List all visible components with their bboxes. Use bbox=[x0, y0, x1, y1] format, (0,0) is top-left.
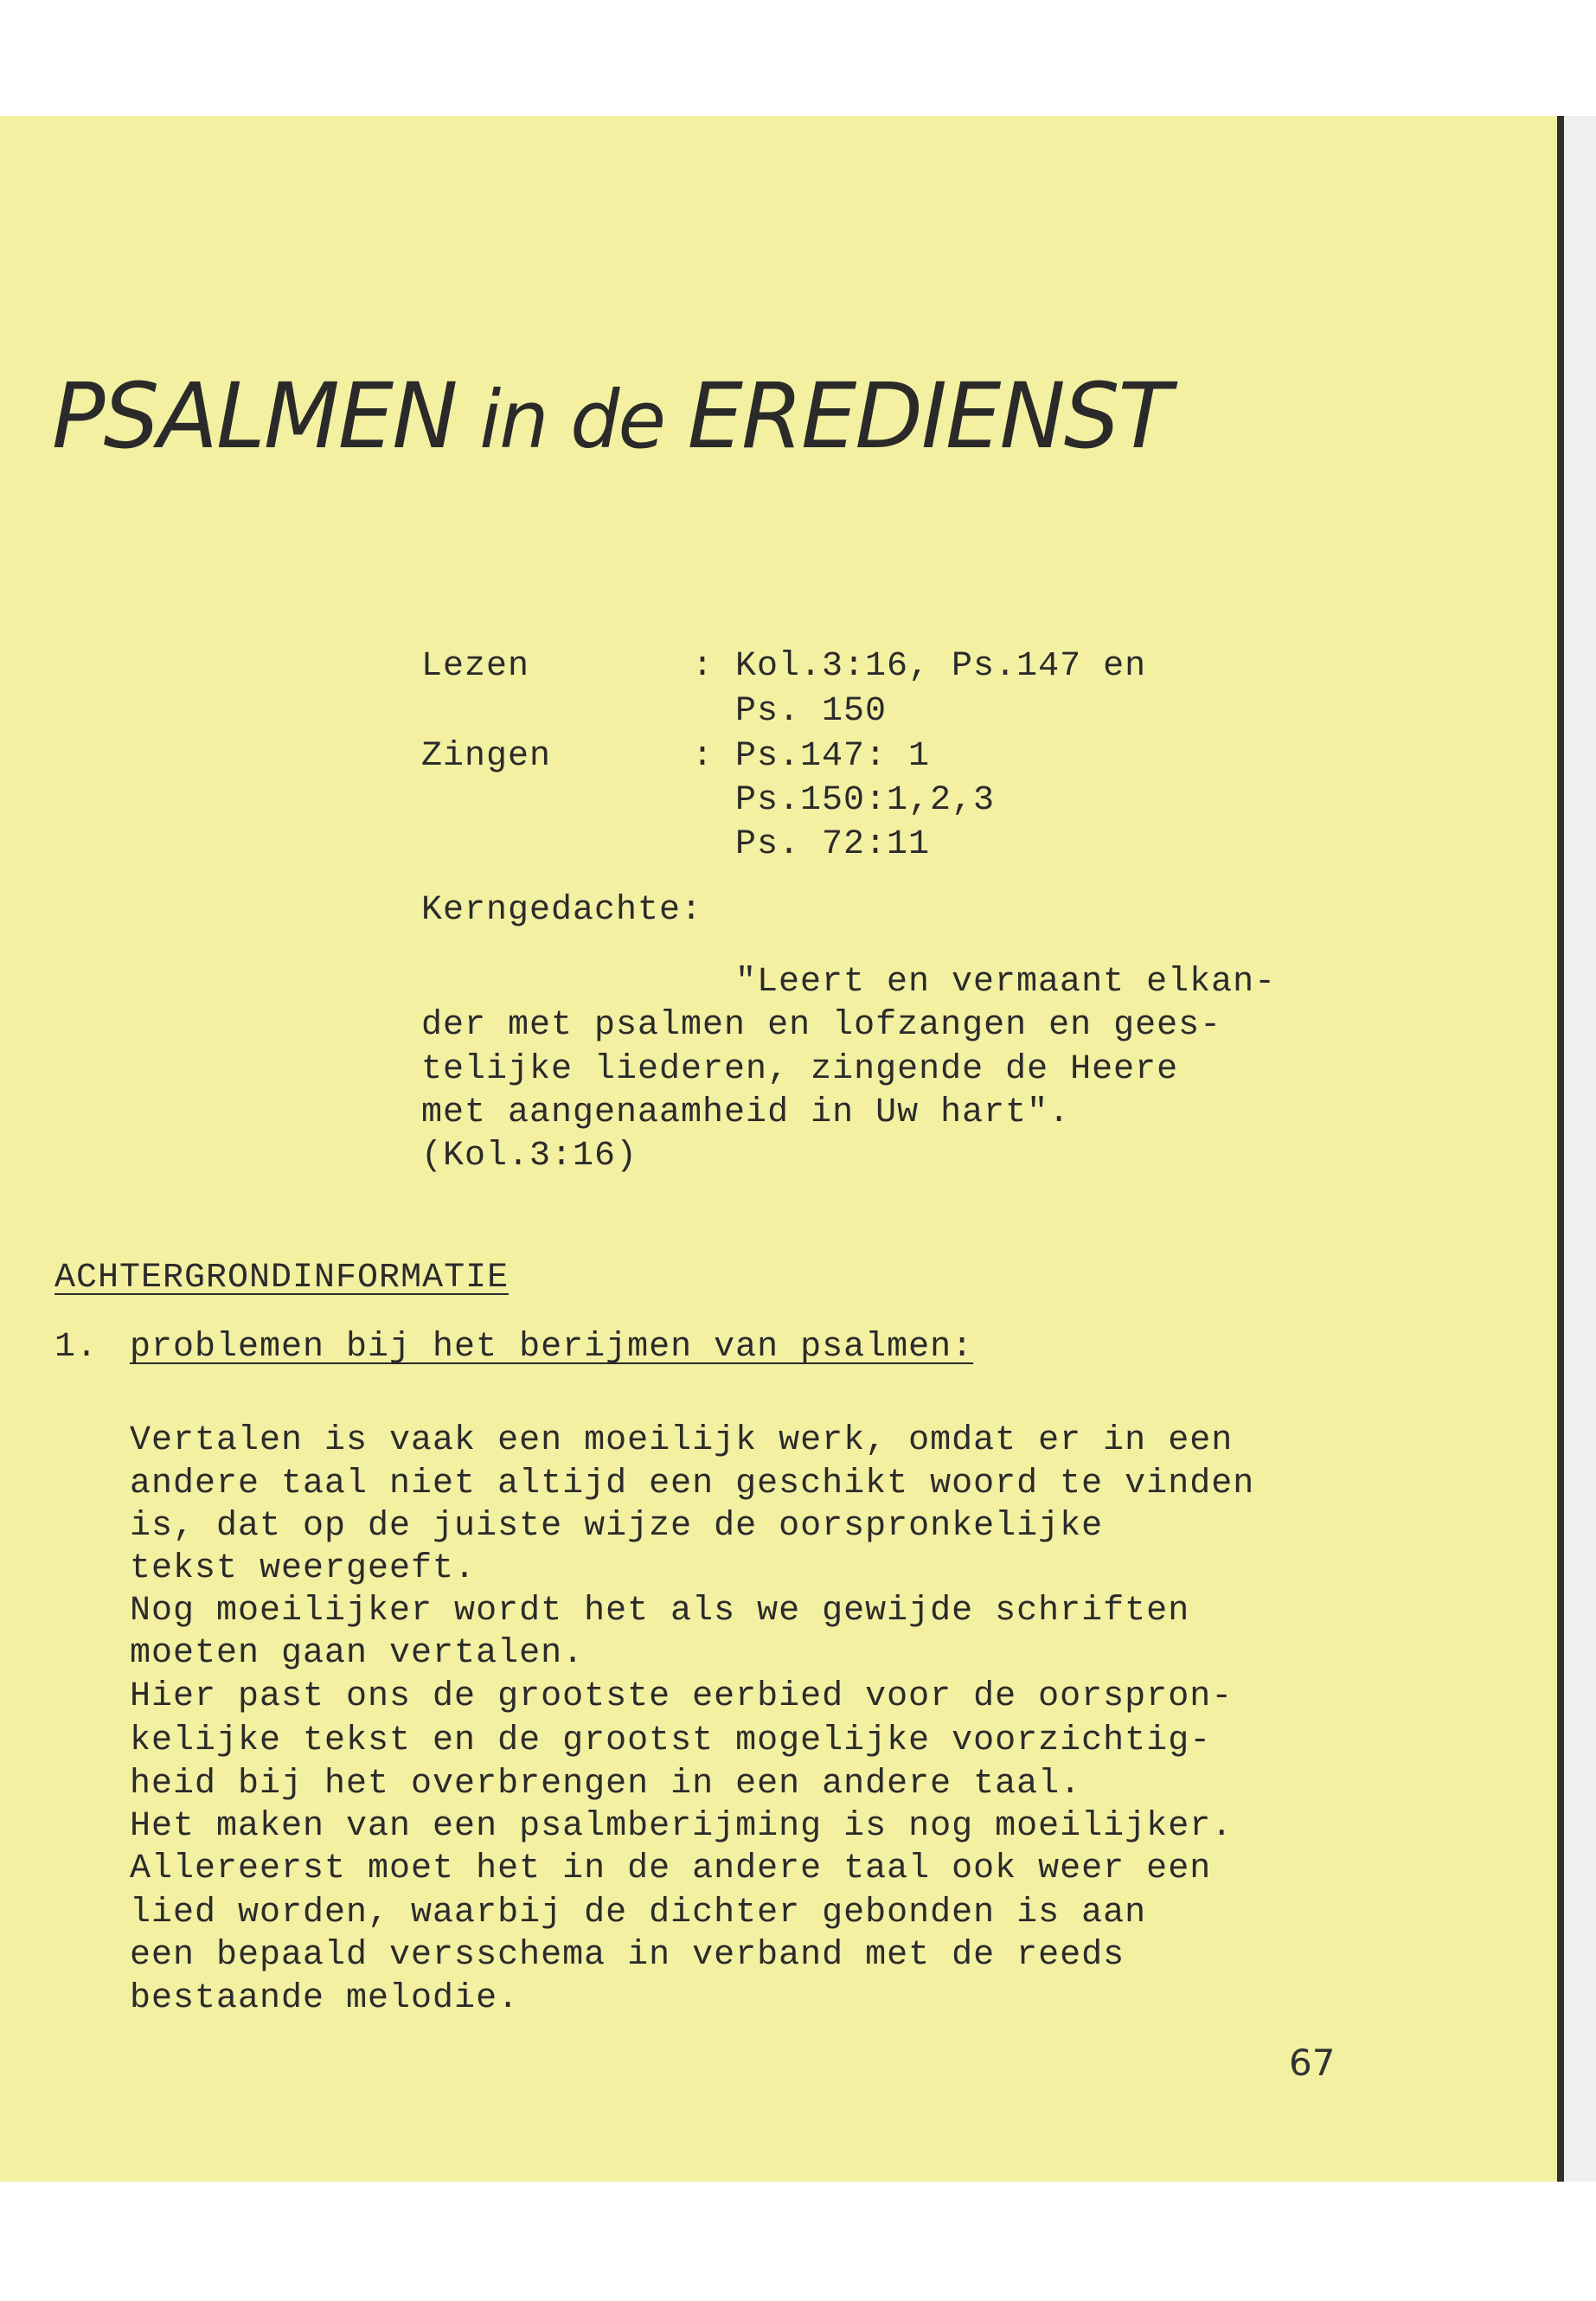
body-line: lied worden, waarbij de dichter gebonden is aan bbox=[130, 1894, 1147, 1932]
body-line: kelijke tekst en de grootst mogelijke voorzichtig- bbox=[130, 1721, 1212, 1760]
body-line: bestaande melodie. bbox=[130, 1979, 520, 2018]
quote-line: telijke liederen, zingende de Heere bbox=[421, 1050, 1179, 1089]
body-line: andere taal niet altijd een geschikt woord te vinden bbox=[130, 1465, 1255, 1503]
zingen-label: Zingen bbox=[421, 737, 552, 776]
lezen-value-2: Ps. 150 bbox=[735, 692, 888, 731]
body-line: Allereerst moet het in de andere taal ook weer een bbox=[130, 1849, 1212, 1888]
title-in-de: in de bbox=[456, 374, 688, 466]
body-line: Hier past ons de grootste eerbied voor de oorspron- bbox=[130, 1677, 1234, 1716]
page-edge bbox=[1564, 116, 1596, 2182]
subsection-heading: problemen bij het berijmen van psalmen: bbox=[130, 1328, 974, 1367]
quote-line: met aangenaamheid in Uw hart". bbox=[421, 1093, 1071, 1132]
zingen-value-1: : Ps.147: 1 bbox=[692, 737, 931, 776]
zingen-value-2: Ps.150:1,2,3 bbox=[735, 781, 996, 820]
body-line: tekst weergeeft. bbox=[130, 1549, 477, 1588]
kerngedachte-label: Kerngedachte: bbox=[421, 891, 703, 930]
body-line: heid bij het overbrengen in een andere taal. bbox=[130, 1765, 1082, 1804]
body-line: moeten gaan vertalen. bbox=[130, 1634, 585, 1673]
lezen-value-1: : Kol.3:16, Ps.147 en bbox=[692, 647, 1147, 686]
subsection-number: 1. bbox=[54, 1328, 99, 1367]
body-line: Vertalen is vaak een moeilijk werk, omdat er in een bbox=[130, 1421, 1234, 1460]
body-line: is, dat op de juiste wijze de oorspronkelijke bbox=[130, 1507, 1104, 1546]
page-number: 67 bbox=[1289, 2041, 1336, 2084]
quote-line: der met psalmen en lofzangen en gees- bbox=[421, 1006, 1222, 1045]
section-heading: ACHTERGRONDINFORMATIE bbox=[54, 1259, 510, 1298]
quote-line: (Kol.3:16) bbox=[421, 1137, 638, 1176]
quote-line: "Leert en vermaant elkan- bbox=[735, 963, 1277, 1002]
page-title bbox=[52, 363, 1170, 469]
lezen-label: Lezen bbox=[421, 647, 530, 686]
title-eredienst: EREDIENST bbox=[687, 363, 1170, 469]
title-psalmen: PSALMEN bbox=[52, 363, 457, 469]
body-line: een bepaald versschema in verband met de reeds bbox=[130, 1936, 1125, 1975]
body-line: Nog moeilijker wordt het als we gewijde schriften bbox=[130, 1592, 1190, 1631]
body-line: Het maken van een psalmberijming is nog moeilijker. bbox=[130, 1807, 1234, 1846]
zingen-value-3: Ps. 72:11 bbox=[735, 825, 931, 864]
